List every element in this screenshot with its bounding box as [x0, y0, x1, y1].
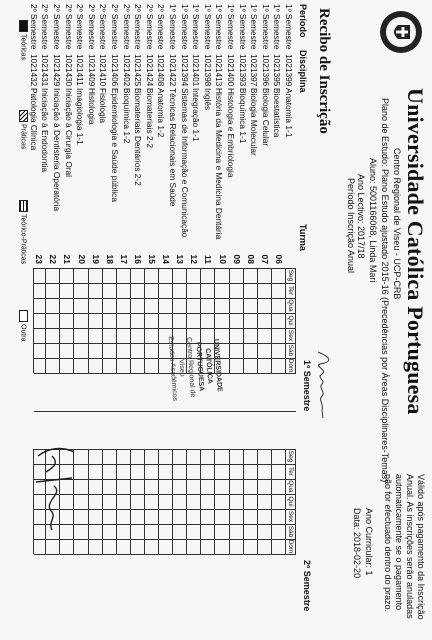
grid-line	[172, 449, 173, 554]
hour-label: 15	[147, 254, 158, 264]
grid-line	[144, 449, 145, 554]
day-header-1-5: Sáb	[287, 344, 294, 357]
course-row	[86, 4, 97, 240]
course-name: Bioquímica 1-2	[121, 88, 132, 144]
course-name: Iniciação à Endodontia	[40, 88, 51, 172]
stamp-line-2: Centro Regional de Viseu	[177, 336, 197, 398]
course-code: 1021430	[63, 54, 74, 87]
column-header-disciplina: Disciplina	[298, 50, 308, 93]
grid-line	[34, 554, 296, 555]
course-code: 1021401	[191, 54, 202, 87]
day-header-2-2: Qua	[287, 480, 294, 493]
course-semester: 1º Semestre	[191, 4, 202, 50]
hour-label: 10	[217, 254, 228, 264]
course-code: 1021396	[260, 54, 271, 87]
course-semester: 2º Semestre	[40, 4, 51, 50]
course-row	[97, 4, 108, 240]
course-code: 1021425	[133, 54, 144, 87]
hour-label: 14	[161, 254, 172, 264]
course-semester: 2º Semestre	[63, 4, 74, 50]
course-name: Biomateriais 2-2	[144, 88, 155, 148]
course-semester: 2º Semestre	[52, 4, 62, 50]
course-semester: 1º Semestre	[168, 4, 178, 50]
course-code: 1021395	[272, 54, 283, 87]
course-row	[144, 4, 155, 240]
course-code: 1021393	[237, 54, 248, 87]
course-name: Epidemiologia e Saúde pública	[110, 88, 120, 202]
day-header-1-0: Seg	[287, 269, 294, 282]
grid-line	[215, 449, 216, 554]
student-info: Aluno: 5001166068, Linda Mari	[368, 158, 378, 283]
course-row	[155, 4, 166, 240]
course-row	[28, 4, 39, 240]
grid-line	[257, 268, 258, 373]
legend-teoricas: Teóricas	[19, 20, 28, 60]
grid-line	[243, 449, 244, 554]
course-semester: 2º Semestre	[86, 4, 97, 50]
document-title: Recibo de Inscrição	[316, 8, 332, 134]
campus-name: Centro Regional de Viseu - UCP-CRB	[392, 148, 402, 300]
course-row	[121, 4, 132, 240]
grid-line	[130, 449, 131, 554]
course-code: 1021400	[226, 54, 236, 87]
grid-line	[271, 449, 272, 554]
grid-line	[74, 268, 75, 373]
course-row	[39, 4, 50, 240]
hour-label: 18	[104, 254, 115, 264]
course-name: Iniciação à Dentisteria Operatória	[52, 88, 62, 212]
day-header-2-3: Qui	[287, 496, 294, 507]
legend-swatch-teoricas	[19, 20, 28, 32]
course-row	[51, 4, 62, 240]
grid-line	[88, 268, 89, 373]
course-semester: 1º Semestre	[202, 4, 213, 50]
course-semester: 2º Semestre	[121, 4, 132, 50]
course-row	[109, 4, 120, 240]
course-code: 1021431	[40, 54, 51, 87]
hour-label: 19	[90, 254, 101, 264]
course-name: Fisiologia	[98, 88, 109, 124]
semester-1-label: 1º Semestre	[302, 360, 312, 412]
course-row	[213, 4, 224, 240]
signature-bottom	[30, 442, 82, 534]
course-name: Bioestatística	[272, 88, 283, 138]
course-name: Biomateriais Dentários 2-2	[133, 88, 144, 186]
course-row	[63, 4, 74, 240]
curricular-year: Ano Curricular: 1	[364, 508, 374, 576]
course-row	[190, 4, 201, 240]
course-name: Sistemas de Informação e Comunicação	[179, 88, 190, 238]
legend-swatch-praticas	[19, 110, 28, 122]
course-semester: 1º Semestre	[249, 4, 260, 50]
university-name: Universidade Católica Portuguesa	[403, 88, 428, 415]
course-name: Iniciação à Cirurgia Oral	[63, 88, 74, 177]
grid-line	[45, 268, 46, 373]
grid-line	[158, 449, 159, 554]
course-name: Biologia Molecular	[249, 88, 260, 156]
course-name: Técnicas Relacionais em Saúde	[168, 88, 178, 207]
course-semester: 2º Semestre	[133, 4, 144, 50]
course-code: 1021398	[202, 54, 213, 87]
hour-label: 21	[62, 254, 73, 264]
day-header-1-3: Qui	[287, 315, 294, 326]
course-semester: 2º Semestre	[144, 4, 155, 50]
signature-top	[310, 350, 336, 420]
grid-line	[88, 449, 89, 554]
grid-line	[130, 268, 131, 373]
stamp-line-3: Estudos Académicos	[166, 335, 179, 402]
course-row	[132, 4, 143, 240]
course-code: 1021422	[168, 54, 178, 87]
course-semester: 1º Semestre	[260, 4, 271, 50]
course-code: 1021394	[179, 54, 190, 87]
course-name: Anatomia 1-1	[284, 88, 294, 138]
course-row	[225, 4, 236, 240]
legend-teorico-praticas: Teórico-Práticas	[19, 200, 28, 264]
study-plan: Plano de Estudo: Plano Estudo ajustado 2015-16 (Precedências por Áreas Disciplinares-Temas)	[380, 98, 390, 483]
hour-label: 09	[231, 254, 242, 264]
payment-notice: Válido após pagamento da Inscrição Anual. As inscrições serão anuladas automaticamente se o pagamento não for efectuado dentro do prazo.	[383, 474, 426, 620]
hour-label: 22	[48, 254, 59, 264]
course-code: 1021424	[144, 54, 155, 87]
course-semester: 1º Semestre	[284, 4, 294, 50]
hour-label: 07	[259, 254, 270, 264]
course-code: 1021399	[284, 54, 294, 87]
day-header-2-1: Ter	[287, 466, 294, 477]
course-semester: 1º Semestre	[179, 4, 190, 50]
course-name: Anatomia 1-2	[156, 88, 167, 138]
course-row	[283, 4, 294, 240]
course-name: Bioquímica 1-1	[237, 88, 248, 144]
legend-swatch-teorico-praticas	[19, 200, 28, 212]
hour-label: 20	[76, 254, 87, 264]
course-code: 1021429	[52, 54, 62, 87]
grid-line	[257, 449, 258, 554]
stamp-line-1: UNIVERSIDADE CATÓLICA PORTUGUESA	[194, 338, 223, 393]
university-stamp	[165, 326, 224, 408]
course-row	[179, 4, 190, 240]
grid-line	[116, 449, 117, 554]
course-name: Integração 1-1	[191, 88, 202, 142]
course-code: 1021413	[214, 54, 225, 87]
day-header-1-2: Qua	[287, 299, 294, 312]
course-name: Imagiologia 1-1	[75, 88, 86, 145]
grid-line	[59, 268, 60, 373]
column-header-periodo: Período	[298, 4, 308, 38]
course-semester: 1º Semestre	[214, 4, 225, 50]
grid-line	[229, 268, 230, 373]
semester-2-label: 2º Semestre	[302, 560, 312, 612]
grid-line	[285, 268, 286, 373]
legend-swatch-outra	[19, 310, 28, 322]
grid-line	[271, 268, 272, 373]
day-header-1-4: Sex	[287, 329, 294, 342]
course-semester: 2º Semestre	[110, 4, 120, 50]
course-row	[74, 4, 85, 240]
day-header-2-6: Dom	[287, 539, 294, 554]
day-header-1-6: Dom	[287, 358, 294, 373]
legend-praticas: Práticas	[19, 110, 28, 149]
enrollment-period: Período Inscrição Anual	[346, 178, 356, 274]
column-header-turma: Turma	[298, 224, 308, 251]
course-semester: 2º Semestre	[98, 4, 109, 50]
course-code: 1021410	[98, 54, 109, 87]
course-row	[248, 4, 259, 240]
grid-line	[102, 449, 103, 554]
day-header-1-1: Ter	[287, 285, 294, 296]
course-name: Histologia e Embriologia	[226, 88, 236, 178]
grid-line	[102, 268, 103, 373]
grid-line	[186, 449, 187, 554]
course-name: Patologia Clínica	[28, 88, 39, 151]
grid-line	[200, 449, 201, 554]
academic-year: Ano Lectivo: 2017/18	[356, 174, 366, 259]
course-code: 1021397	[249, 54, 260, 87]
day-header-2-0: Seg	[287, 450, 294, 463]
course-semester: 2º Semestre	[28, 4, 39, 50]
course-semester: 2º Semestre	[75, 4, 86, 50]
course-name: Biologia Celular	[260, 88, 271, 147]
grid-line	[243, 268, 244, 373]
grid-line	[229, 449, 230, 554]
hour-label: 23	[34, 254, 45, 264]
grid-line	[116, 268, 117, 373]
course-semester: 1º Semestre	[237, 4, 248, 50]
hour-label: 11	[203, 255, 214, 264]
day-header-2-5: Sáb	[287, 525, 294, 538]
receipt-date-value: 2018-02-20	[352, 532, 362, 579]
course-code: 1021432	[28, 54, 39, 87]
receipt-date: Data: 2018-02-20	[352, 508, 362, 579]
hour-label: 08	[245, 254, 256, 264]
course-name: Histologia	[86, 88, 97, 125]
grid-line	[34, 411, 296, 412]
course-code: 1021408	[156, 54, 167, 87]
hour-label: 16	[133, 254, 143, 264]
course-semester: 1º Semestre	[226, 4, 236, 50]
grid-line	[158, 268, 159, 373]
university-crest-icon	[378, 8, 424, 56]
curricular-year-value: 1	[364, 570, 374, 576]
course-row	[202, 4, 213, 240]
course-name: Inglês	[202, 88, 213, 111]
course-code: 1021406	[110, 54, 120, 87]
hour-label: 06	[274, 254, 284, 264]
course-row	[271, 4, 282, 240]
course-code: 1021409	[86, 54, 97, 87]
course-row	[237, 4, 248, 240]
course-semester: 2º Semestre	[156, 4, 167, 50]
course-code: 1021402	[121, 54, 132, 87]
course-semester: 1º Semestre	[272, 4, 283, 50]
hour-label: 12	[189, 254, 200, 264]
grid-line	[34, 373, 296, 374]
grid-line	[144, 268, 145, 373]
hour-label: 17	[118, 254, 129, 264]
grid-line	[285, 449, 286, 554]
legend-outra: Outra	[19, 310, 28, 342]
day-header-2-4: Sex	[287, 510, 294, 523]
course-name: História da Medicina e Medicina Dentária	[214, 88, 225, 240]
course-row	[260, 4, 271, 240]
hour-label: 13	[175, 254, 186, 264]
course-code: 1021411	[75, 54, 86, 86]
course-row	[167, 4, 178, 240]
